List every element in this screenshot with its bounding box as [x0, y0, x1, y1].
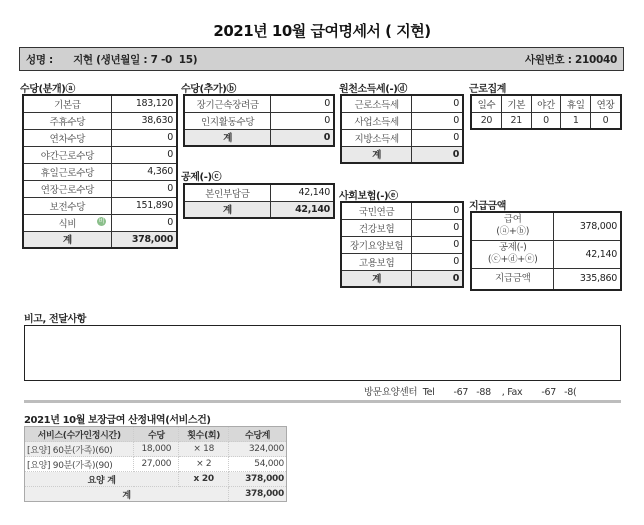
- row-value: 0: [412, 112, 463, 129]
- cell-value: 0: [591, 112, 621, 129]
- withholding-tax-title: 원천소득세(-)ⓓ: [339, 84, 407, 95]
- service-amount: 324,000: [229, 442, 287, 457]
- total-label: 계: [25, 487, 229, 502]
- work-summary-table: [470, 94, 622, 130]
- row-label: 기본급: [23, 95, 111, 112]
- total-row: [23, 231, 177, 248]
- cell-value: 0: [531, 112, 561, 129]
- service-name: [요양] 60분(가족)(60): [25, 442, 134, 457]
- col-header: 기본: [501, 95, 531, 112]
- total-value: 0: [412, 270, 463, 287]
- services-title: 2021년 10월 보장급여 산정내역(서비스건): [24, 415, 211, 426]
- deduction-title: 공제(-)ⓒ: [181, 172, 222, 183]
- col-header: 야간: [531, 95, 561, 112]
- center-contact: 방문요양센터 Tel -67 -88 , Fax -67 -8(: [364, 387, 577, 398]
- table-row: [341, 253, 463, 270]
- row-label: 지방소득세: [341, 129, 412, 146]
- table-row: [471, 212, 621, 240]
- table-row: [184, 184, 334, 201]
- table-row: [341, 202, 463, 219]
- table-row: [23, 95, 177, 112]
- service-rate: 18,000: [134, 442, 179, 457]
- row-value: 0: [412, 95, 463, 112]
- col-header: 수당계: [229, 427, 287, 442]
- row-label: 주휴수당: [23, 112, 111, 129]
- row-label: 연차수당: [23, 129, 111, 146]
- employee-info-bar: [19, 47, 624, 71]
- row-label: 공제(-): [498, 242, 527, 253]
- allowance-extra-table: [183, 94, 335, 147]
- row-label: 건강보험: [341, 219, 412, 236]
- col-header: 연장: [591, 95, 621, 112]
- total-value: 378,000: [111, 231, 177, 248]
- row-label: 지급금액: [471, 268, 554, 290]
- row-label-cell: [23, 214, 111, 231]
- payment-table: [470, 211, 622, 291]
- payment-title: 지급금액: [469, 201, 507, 212]
- col-header: 일수: [471, 95, 501, 112]
- total-label: 계: [184, 201, 270, 218]
- row-value: 0: [111, 180, 177, 197]
- row-label: 본인부담금: [184, 184, 270, 201]
- row-value: 0: [111, 129, 177, 146]
- section-divider: [24, 400, 621, 403]
- row-value: 335,860: [554, 268, 621, 290]
- row-value: 42,140: [270, 184, 334, 201]
- row-label: 야간근로수당: [23, 146, 111, 163]
- col-header: 수당: [134, 427, 179, 442]
- table-row: [341, 219, 463, 236]
- services-table: [24, 426, 287, 502]
- row-value: 0: [111, 146, 177, 163]
- subtotal-row: [25, 472, 287, 487]
- social-insurance-title: 사회보험(-)ⓔ: [339, 191, 398, 202]
- deduction-table: [183, 183, 335, 219]
- table-row: [23, 180, 177, 197]
- service-name: [요양] 90분(가족)(90): [25, 457, 134, 472]
- notes-title: 비고, 전달사항: [24, 314, 87, 325]
- table-row: [23, 197, 177, 214]
- withholding-tax-table: [340, 94, 464, 164]
- table-row: [471, 268, 621, 290]
- subtotal-count: x 20: [179, 472, 229, 487]
- row-value: 0: [412, 129, 463, 146]
- tax-exempt-badge-icon: 비: [98, 217, 105, 225]
- col-header: 서비스(수가인정시간): [25, 427, 134, 442]
- row-value: 42,140: [554, 240, 621, 268]
- table-row: [25, 457, 287, 472]
- notes-box: [24, 325, 621, 381]
- row-label: 근로소득세: [341, 95, 412, 112]
- table-row: [341, 95, 463, 112]
- total-row: [341, 270, 463, 287]
- row-label: 식비: [58, 218, 77, 230]
- row-label: 고용보험: [341, 253, 412, 270]
- allowance-base-table: [22, 94, 178, 249]
- table-row: [341, 236, 463, 253]
- total-row: [184, 201, 334, 218]
- col-header: 휴일: [561, 95, 591, 112]
- row-value: 0: [111, 214, 177, 231]
- table-row: [341, 112, 463, 129]
- total-row: [184, 129, 334, 146]
- row-label: 보전수당: [23, 197, 111, 214]
- row-sublabel: (ⓐ+ⓑ): [496, 226, 530, 238]
- service-amount: 54,000: [229, 457, 287, 472]
- subtotal-label: 요양 계: [25, 472, 179, 487]
- subtotal-amount: 378,000: [229, 472, 287, 487]
- header-row: [25, 427, 287, 442]
- total-value: 42,140: [270, 201, 334, 218]
- row-sublabel: (ⓒ+ⓓ+ⓔ): [487, 254, 538, 265]
- row-value: 151,890: [111, 197, 177, 214]
- employee-number: 사원번호 : 210040: [524, 53, 617, 66]
- table-row: [471, 240, 621, 268]
- cell-value: 1: [561, 112, 591, 129]
- row-label: 급여: [503, 214, 522, 226]
- row-value: 4,360: [111, 163, 177, 180]
- row-label: 장기요양보험: [341, 236, 412, 253]
- row-label: 연장근로수당: [23, 180, 111, 197]
- header-row: [471, 95, 621, 112]
- table-row: [23, 163, 177, 180]
- page-title: 2021년 10월 급여명세서 ( 지현): [213, 22, 431, 40]
- employee-name-birth: 성명 : 지현 (생년월일 : 7 -0 15): [26, 53, 198, 66]
- total-value: 0: [271, 129, 334, 146]
- service-rate: 27,000: [134, 457, 179, 472]
- row-value: 38,630: [111, 112, 177, 129]
- row-value: 378,000: [554, 212, 621, 240]
- cell-value: 21: [501, 112, 531, 129]
- col-header: 횟수(회): [179, 427, 229, 442]
- row-label: 장기근속장려금: [184, 95, 271, 112]
- cell-value: 20: [471, 112, 501, 129]
- row-value: 183,120: [111, 95, 177, 112]
- total-label: 계: [341, 270, 412, 287]
- table-row: [23, 129, 177, 146]
- values-row: [471, 112, 621, 129]
- table-row: [23, 146, 177, 163]
- service-count: × 18: [179, 442, 229, 457]
- row-label-cell: [471, 240, 554, 268]
- allowance-extra-title: 수당(추가)ⓑ: [181, 84, 236, 95]
- table-row: [23, 112, 177, 129]
- table-row: [341, 129, 463, 146]
- row-value: 0: [412, 202, 463, 219]
- row-label-cell: [471, 212, 554, 240]
- table-row: [25, 442, 287, 457]
- row-value: 0: [412, 219, 463, 236]
- social-insurance-table: [340, 201, 464, 288]
- row-label: 국민연금: [341, 202, 412, 219]
- total-label: 계: [23, 231, 111, 248]
- row-label: 휴일근로수당: [23, 163, 111, 180]
- total-row: [341, 146, 463, 163]
- row-value: 0: [412, 253, 463, 270]
- total-label: 계: [341, 146, 412, 163]
- table-row: [184, 112, 334, 129]
- work-summary-title: 근로집계: [469, 84, 507, 95]
- table-row: [23, 214, 177, 231]
- total-row: [25, 487, 287, 502]
- row-value: 0: [271, 112, 334, 129]
- row-value: 0: [271, 95, 334, 112]
- allowance-base-title: 수당(분개)ⓐ: [20, 84, 75, 95]
- row-value: 0: [412, 236, 463, 253]
- service-count: × 2: [179, 457, 229, 472]
- total-amount: 378,000: [229, 487, 287, 502]
- row-label: 인지활동수당: [184, 112, 271, 129]
- total-value: 0: [412, 146, 463, 163]
- total-label: 계: [184, 129, 271, 146]
- row-label: 사업소득세: [341, 112, 412, 129]
- table-row: [184, 95, 334, 112]
